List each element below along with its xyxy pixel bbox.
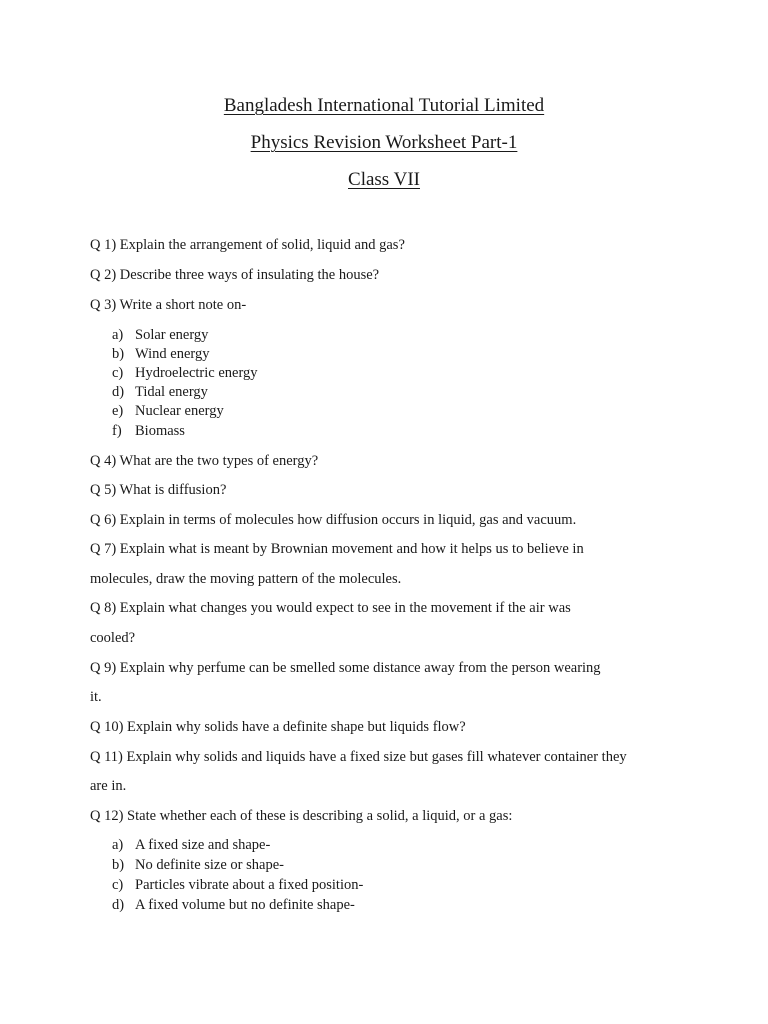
question-7-line-1: Q 7) Explain what is meant by Brownian movement and how it helps us to believe in: [90, 541, 584, 557]
question-4: Q 4) What are the two types of energy?: [90, 453, 319, 469]
question-6: Q 6) Explain in terms of molecules how diffusion occurs in liquid, gas and vacuum.: [90, 512, 577, 528]
class-title: Class VII: [348, 169, 420, 190]
q12-item-b: b) No definite size or shape-: [112, 857, 284, 873]
question-5: Q 5) What is diffusion?: [90, 482, 227, 498]
q3-item-e: e) Nuclear energy: [112, 403, 224, 419]
question-9-line-1: Q 9) Explain why perfume can be smelled some distance away from the person wearing: [90, 660, 601, 676]
question-8-line-1: Q 8) Explain what changes you would expect to see in the movement if the air was: [90, 600, 571, 616]
school-title: Bangladesh International Tutorial Limited: [223, 95, 545, 116]
question-11-line-1: Q 11) Explain why solids and liquids have a fixed size but gases fill whatever container they: [90, 749, 627, 765]
question-12: Q 12) State whether each of these is describing a solid, a liquid, or a gas:: [90, 808, 513, 824]
q3-item-d: d) Tidal energy: [112, 384, 208, 400]
question-7-line-2: molecules, draw the moving pattern of the molecules.: [90, 571, 402, 587]
q3-item-c: c) Hydroelectric energy: [112, 365, 258, 381]
q12-item-c: c) Particles vibrate about a fixed position-: [112, 877, 364, 893]
question-1: Q 1) Explain the arrangement of solid, liquid and gas?: [90, 237, 405, 253]
question-2: Q 2) Describe three ways of insulating the house?: [90, 267, 380, 283]
worksheet-title: Physics Revision Worksheet Part-1: [250, 132, 518, 153]
question-9-line-2: it.: [90, 689, 102, 705]
question-10: Q 10) Explain why solids have a definite shape but liquids flow?: [90, 719, 466, 735]
q3-item-f: f) Biomass: [112, 423, 185, 439]
q12-item-d: d) A fixed volume but no definite shape-: [112, 897, 355, 913]
q3-item-a: a) Solar energy: [112, 327, 209, 343]
question-3: Q 3) Write a short note on-: [90, 297, 247, 313]
q12-item-a: a) A fixed size and shape-: [112, 837, 271, 853]
question-11-line-2: are in.: [90, 778, 127, 794]
question-8-line-2: cooled?: [90, 630, 136, 646]
q3-item-b: b) Wind energy: [112, 346, 210, 362]
